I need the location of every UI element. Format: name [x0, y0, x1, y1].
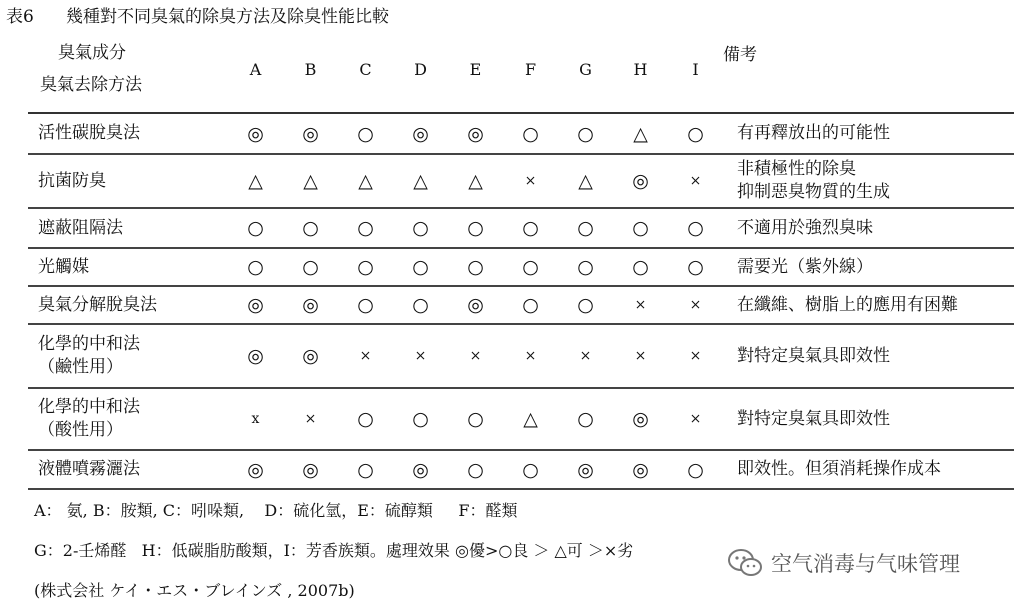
method-cell [28, 286, 228, 324]
legend-line-2: G：2-壬烯醛 H：低碳脂肪酸類，I：芳香族類。處理效果 ◎優>○良 ＞ △可 ＞×劣 [34, 541, 634, 560]
rating-cell: ○ [668, 450, 723, 489]
method-name: 活性碳脫臭法 [38, 123, 140, 143]
caption-title: 幾種對不同臭氣的除臭方法及除臭性能比較 [66, 7, 389, 27]
rating-cell: × [503, 324, 558, 388]
rating-cell: × [668, 324, 723, 388]
rating-cell: ◎ [283, 286, 338, 324]
rating-cell: ◎ [393, 113, 448, 154]
table-body [28, 113, 1014, 489]
column-header: I [668, 26, 723, 113]
rating-cell: △ [283, 154, 338, 208]
rating-cell: ○ [338, 286, 393, 324]
rating-cell: ○ [228, 248, 283, 286]
rating-cell: × [558, 324, 613, 388]
rating-cell: △ [503, 388, 558, 450]
table-row [28, 324, 1014, 388]
method-name: 臭氣分解脫臭法 [38, 294, 157, 315]
source-citation: (株式会社 ケイ・エス・ブレインズ , 2007b) [34, 581, 355, 600]
rating-cell: ○ [668, 208, 723, 248]
table-row [28, 388, 1014, 450]
rating-cell: ○ [393, 388, 448, 450]
rating-cell: ○ [448, 208, 503, 248]
wechat-icon [727, 548, 763, 578]
rating-cell: △ [393, 154, 448, 208]
rating-cell: ○ [393, 286, 448, 324]
table-row [28, 248, 1014, 286]
remark-cell [723, 208, 1014, 248]
remark-text: 需要光（紫外線） [737, 256, 873, 277]
rating-cell: ○ [558, 248, 613, 286]
method-cell [28, 324, 228, 388]
column-header: G [558, 26, 613, 113]
remark-text: 對特定臭氣具即效性 [737, 345, 890, 366]
comparison-table [28, 26, 1014, 490]
remark-cell [723, 450, 1014, 489]
column-header: E [448, 26, 503, 113]
remark-cell [723, 113, 1014, 154]
method-name: 化學的中和法 [38, 334, 140, 354]
rating-cell: ○ [558, 388, 613, 450]
header-row [28, 26, 1014, 113]
rating-cell: ○ [558, 113, 613, 154]
method-cell [28, 208, 228, 248]
rating-cell: ◎ [448, 113, 503, 154]
column-header: H [613, 26, 668, 113]
remarks-header: 備考 [723, 26, 1014, 113]
method-name: （酸性用） [38, 420, 123, 440]
rating-cell: ◎ [613, 388, 668, 450]
rating-cell: ○ [228, 208, 283, 248]
remark-text: 抑制惡臭物質的生成 [737, 182, 890, 202]
table-row [28, 450, 1014, 489]
column-header: F [503, 26, 558, 113]
rating-cell: ○ [448, 248, 503, 286]
rating-cell: × [613, 286, 668, 324]
method-cell [28, 450, 228, 489]
rating-cell: △ [228, 154, 283, 208]
axis-header [28, 26, 228, 113]
axis-header-bottom: 臭氣去除方法 [40, 75, 142, 95]
watermark [727, 548, 960, 578]
rating-cell: ○ [503, 113, 558, 154]
rating-cell: △ [558, 154, 613, 208]
remark-text: 在纖維、樹脂上的應用有困難 [737, 294, 958, 315]
method-name: 液體噴霧灑法 [38, 459, 140, 479]
method-name: 遮蔽阻隔法 [38, 217, 123, 238]
method-name: 抗菌防臭 [38, 170, 106, 191]
rating-cell: × [448, 324, 503, 388]
remark-cell [723, 154, 1014, 208]
rating-cell: ◎ [393, 450, 448, 489]
rating-cell: ○ [393, 208, 448, 248]
remark-text: 即效性。但須消耗操作成本 [737, 459, 941, 479]
rating-cell: ○ [338, 113, 393, 154]
method-name: （鹼性用） [38, 357, 123, 377]
rating-cell: ○ [283, 208, 338, 248]
watermark-text: 空气消毒与气味管理 [771, 552, 960, 576]
table-caption [6, 2, 389, 27]
rating-cell: × [668, 286, 723, 324]
rating-cell: ○ [558, 208, 613, 248]
rating-cell: ◎ [283, 324, 338, 388]
remark-cell [723, 286, 1014, 324]
rating-cell: × [668, 388, 723, 450]
remark-cell [723, 248, 1014, 286]
method-name: 光觸媒 [38, 256, 89, 277]
rating-cell: ○ [338, 388, 393, 450]
remark-cell [723, 388, 1014, 450]
remark-text: 不適用於強烈臭味 [737, 217, 873, 238]
column-header: D [393, 26, 448, 113]
table-row [28, 286, 1014, 324]
column-header: A [228, 26, 283, 113]
remark-text: 對特定臭氣具即效性 [737, 408, 890, 429]
rating-cell: ◎ [613, 154, 668, 208]
rating-cell: × [503, 154, 558, 208]
rating-cell: ○ [503, 286, 558, 324]
column-header: C [338, 26, 393, 113]
rating-cell: × [393, 324, 448, 388]
legend-line-1: A： 氨, B：胺類, C：吲哚類, D：硫化氫，E：硫醇類 F：醛類 [34, 501, 518, 520]
rating-cell: × [613, 324, 668, 388]
rating-cell: ○ [613, 248, 668, 286]
column-header: B [283, 26, 338, 113]
rating-cell: △ [338, 154, 393, 208]
rating-cell: ○ [503, 208, 558, 248]
method-cell [28, 113, 228, 154]
rating-cell: ◎ [283, 113, 338, 154]
rating-cell: ○ [338, 450, 393, 489]
table-row [28, 208, 1014, 248]
rating-cell: × [338, 324, 393, 388]
rating-cell: △ [448, 154, 503, 208]
rating-cell: × [283, 388, 338, 450]
rating-cell: ◎ [448, 286, 503, 324]
remark-cell [723, 324, 1014, 388]
rating-cell: ○ [668, 248, 723, 286]
remark-text: 有再釋放出的可能性 [737, 123, 890, 143]
table-row [28, 113, 1014, 154]
rating-cell: ○ [503, 248, 558, 286]
rating-cell: ◎ [228, 286, 283, 324]
method-cell [28, 154, 228, 208]
rating-cell: ◎ [228, 113, 283, 154]
rating-cell: ◎ [283, 450, 338, 489]
rating-cell: ○ [338, 208, 393, 248]
rating-cell: ○ [448, 450, 503, 489]
rating-cell: x [228, 388, 283, 450]
rating-cell: ◎ [228, 450, 283, 489]
rating-cell: × [668, 154, 723, 208]
rating-cell: ◎ [613, 450, 668, 489]
rating-cell: ○ [558, 286, 613, 324]
rating-cell: ◎ [228, 324, 283, 388]
method-cell [28, 388, 228, 450]
rating-cell: △ [613, 113, 668, 154]
rating-cell: ○ [503, 450, 558, 489]
method-name: 化學的中和法 [38, 397, 140, 417]
rating-cell: ○ [668, 113, 723, 154]
remark-text: 非積極性的除臭 [737, 159, 856, 179]
rating-cell: ○ [613, 208, 668, 248]
rating-cell: ○ [393, 248, 448, 286]
method-cell [28, 248, 228, 286]
axis-header-top: 臭氣成分 [58, 43, 126, 63]
rating-cell: ○ [448, 388, 503, 450]
rating-cell: ○ [283, 248, 338, 286]
table-row [28, 154, 1014, 208]
rating-cell: ◎ [558, 450, 613, 489]
caption-number: 表6 [6, 7, 34, 27]
rating-cell: ○ [338, 248, 393, 286]
